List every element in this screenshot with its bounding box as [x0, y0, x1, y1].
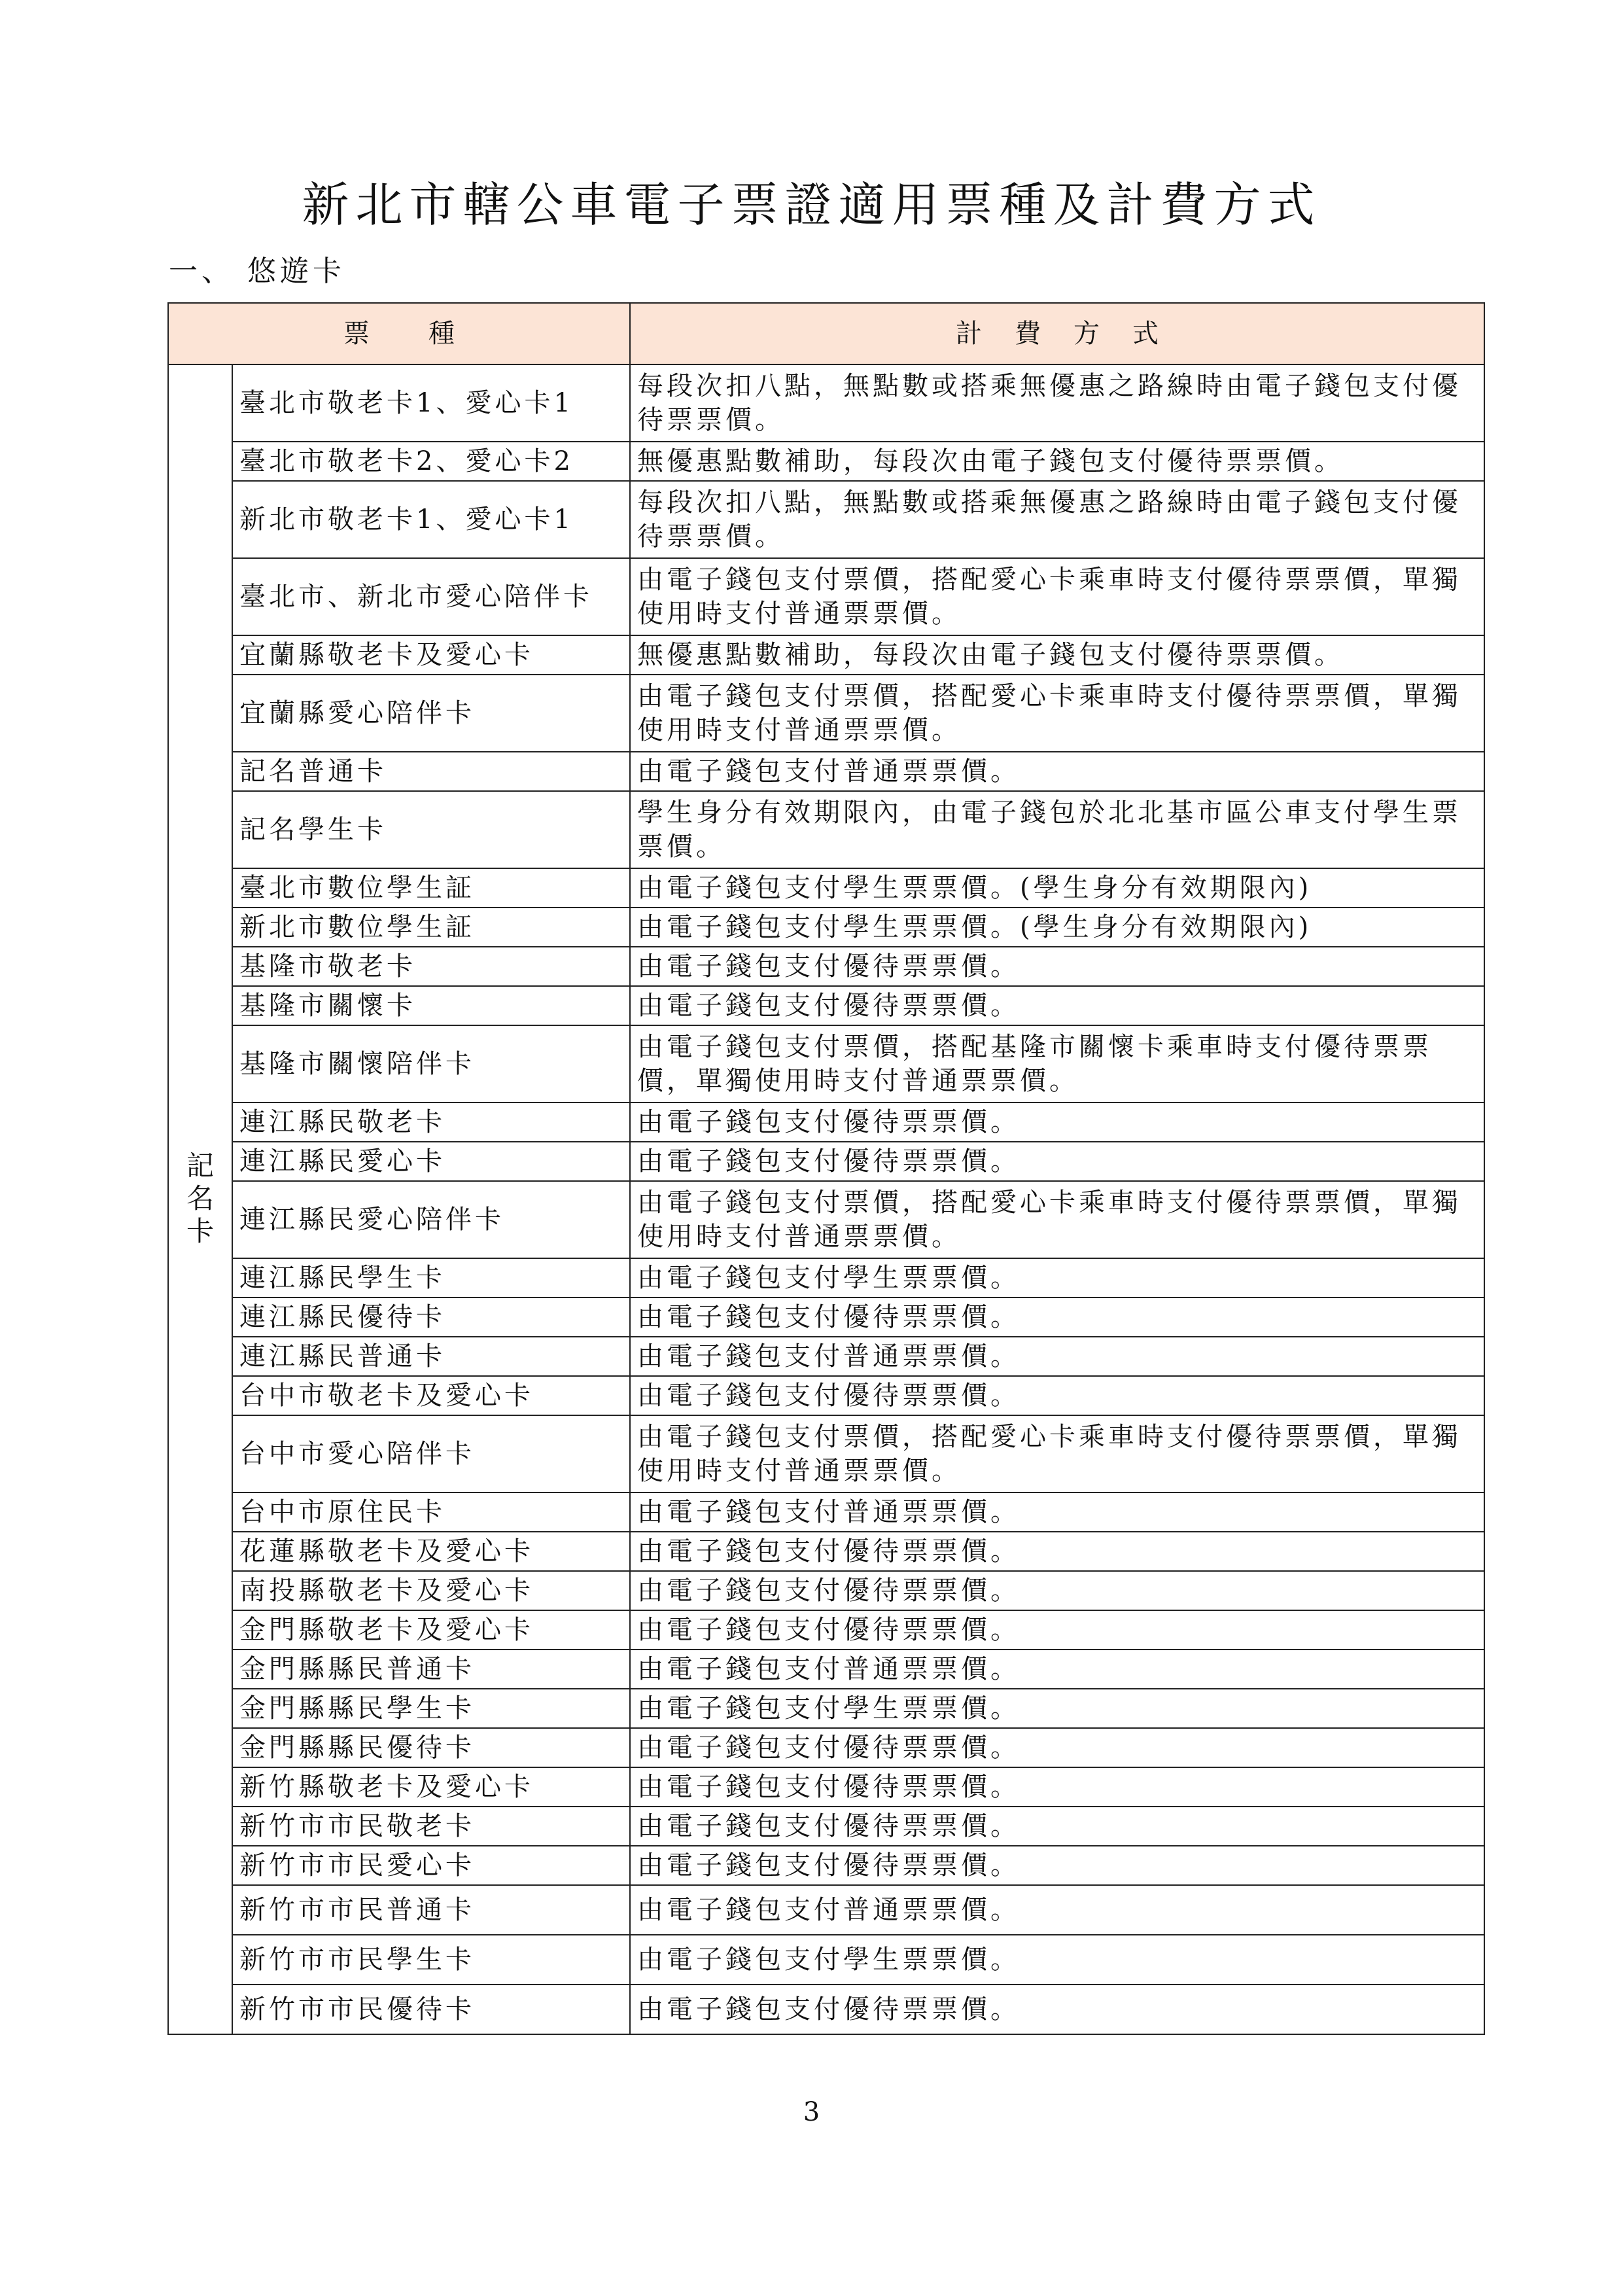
ticket-name-cell: 新竹市市民學生卡 [232, 1935, 630, 1985]
table-row [168, 1650, 1484, 1689]
ticket-name-cell: 連江縣民普通卡 [232, 1337, 630, 1376]
table-row [168, 868, 1484, 908]
fare-method-cell: 學生身分有效期限內，由電子錢包於北北基市區公車支付學生票票價。 [630, 791, 1484, 868]
ticket-name-cell: 連江縣民愛心陪伴卡 [232, 1181, 630, 1258]
ticket-name-cell: 花蓮縣敬老卡及愛心卡 [232, 1532, 630, 1571]
table-row [168, 1885, 1484, 1935]
ticket-name-cell: 新竹市市民敬老卡 [232, 1807, 630, 1846]
fare-method-cell: 由電子錢包支付票價，搭配愛心卡乘車時支付優待票票價，單獨使用時支付普通票票價。 [630, 1415, 1484, 1492]
table-row [168, 1142, 1484, 1181]
table-row [168, 1181, 1484, 1258]
table-row [168, 1689, 1484, 1728]
ticket-name-cell: 連江縣民敬老卡 [232, 1103, 630, 1142]
table-row [168, 1807, 1484, 1846]
fare-method-cell: 由電子錢包支付優待票票價。 [630, 1571, 1484, 1610]
table-row [168, 675, 1484, 752]
fare-method-cell: 由電子錢包支付優待票票價。 [630, 1767, 1484, 1807]
fare-method-cell: 由電子錢包支付學生票票價。(學生身分有效期限內) [630, 908, 1484, 947]
table-row [168, 1103, 1484, 1142]
table-row [168, 1571, 1484, 1610]
fare-method-cell: 無優惠點數補助，每段次由電子錢包支付優待票票價。 [630, 635, 1484, 675]
fare-method-cell: 每段次扣八點，無點數或搭乘無優惠之路線時由電子錢包支付優待票票價。 [630, 481, 1484, 558]
ticket-name-cell: 基隆市敬老卡 [232, 947, 630, 986]
table-row [168, 1846, 1484, 1885]
table-row [168, 1376, 1484, 1415]
ticket-name-cell: 連江縣民愛心卡 [232, 1142, 630, 1181]
header-fare-method: 計費方式 [630, 303, 1484, 364]
fare-method-cell: 由電子錢包支付票價，搭配愛心卡乘車時支付優待票票價，單獨使用時支付普通票票價。 [630, 1181, 1484, 1258]
page-number: 3 [803, 2097, 820, 2127]
table-row [168, 635, 1484, 675]
ticket-name-cell: 連江縣民優待卡 [232, 1298, 630, 1337]
ticket-name-cell: 台中市愛心陪伴卡 [232, 1415, 630, 1492]
table-row [168, 364, 1484, 442]
fare-method-cell: 由電子錢包支付票價，搭配基隆市關懷卡乘車時支付優待票票價，單獨使用時支付普通票票價。 [630, 1025, 1484, 1103]
fare-method-cell: 由電子錢包支付優待票票價。 [630, 1142, 1484, 1181]
fare-method-cell: 由電子錢包支付優待票票價。 [630, 1846, 1484, 1885]
table-row [168, 791, 1484, 868]
fare-method-cell: 由電子錢包支付普通票票價。 [630, 1650, 1484, 1689]
ticket-name-cell: 基隆市關懷陪伴卡 [232, 1025, 630, 1103]
ticket-name-cell: 台中市敬老卡及愛心卡 [232, 1376, 630, 1415]
table-row [168, 1610, 1484, 1650]
table-row [168, 752, 1484, 791]
ticket-name-cell: 台中市原住民卡 [232, 1492, 630, 1532]
fare-method-cell: 由電子錢包支付學生票票價。 [630, 1258, 1484, 1298]
ticket-name-cell: 記名普通卡 [232, 752, 630, 791]
table-row [168, 1935, 1484, 1985]
ticket-name-cell: 新竹市市民愛心卡 [232, 1846, 630, 1885]
ticket-name-cell: 新竹市市民普通卡 [232, 1885, 630, 1935]
fare-method-cell: 每段次扣八點，無點數或搭乘無優惠之路線時由電子錢包支付優待票票價。 [630, 364, 1484, 442]
table-row [168, 1767, 1484, 1807]
ticket-name-cell: 基隆市關懷卡 [232, 986, 630, 1025]
fare-method-cell: 由電子錢包支付學生票票價。(學生身分有效期限內) [630, 868, 1484, 908]
fare-method-cell: 由電子錢包支付普通票票價。 [630, 1492, 1484, 1532]
fare-method-cell: 由電子錢包支付票價，搭配愛心卡乘車時支付優待票票價，單獨使用時支付普通票票價。 [630, 558, 1484, 635]
table-row [168, 558, 1484, 635]
group-label-cell [168, 364, 232, 2034]
fare-method-cell: 由電子錢包支付優待票票價。 [630, 1103, 1484, 1142]
table-row [168, 442, 1484, 481]
ticket-name-cell: 連江縣民學生卡 [232, 1258, 630, 1298]
table-row [168, 481, 1484, 558]
fare-method-cell: 由電子錢包支付優待票票價。 [630, 1807, 1484, 1846]
table-body [168, 364, 1484, 2034]
fare-method-cell: 由電子錢包支付普通票票價。 [630, 1885, 1484, 1935]
table-row [168, 1415, 1484, 1492]
ticket-name-cell: 臺北市敬老卡2、愛心卡2 [232, 442, 630, 481]
ticket-name-cell: 宜蘭縣敬老卡及愛心卡 [232, 635, 630, 675]
ticket-name-cell: 新北市敬老卡1、愛心卡1 [232, 481, 630, 558]
table-header-row [168, 303, 1484, 364]
table-row [168, 1298, 1484, 1337]
section-heading: 一、 悠遊卡 [169, 255, 345, 288]
fare-method-cell: 無優惠點數補助，每段次由電子錢包支付優待票票價。 [630, 442, 1484, 481]
page-title: 新北市轄公車電子票證適用票種及計費方式 [302, 177, 1321, 232]
ticket-name-cell: 新竹縣敬老卡及愛心卡 [232, 1767, 630, 1807]
table-row [168, 1025, 1484, 1103]
ticket-name-cell: 臺北市敬老卡1、愛心卡1 [232, 364, 630, 442]
ticket-name-cell: 南投縣敬老卡及愛心卡 [232, 1571, 630, 1610]
fare-method-cell: 由電子錢包支付優待票票價。 [630, 1728, 1484, 1767]
fare-method-cell: 由電子錢包支付優待票票價。 [630, 1985, 1484, 2034]
group-label: 記名卡 [186, 1150, 214, 1247]
fare-method-cell: 由電子錢包支付學生票票價。 [630, 1689, 1484, 1728]
header-ticket-type: 票種 [168, 303, 630, 364]
table-row [168, 986, 1484, 1025]
table-row [168, 1492, 1484, 1532]
ticket-name-cell: 新北市數位學生証 [232, 908, 630, 947]
table-row [168, 1337, 1484, 1376]
table-row [168, 1258, 1484, 1298]
table-row [168, 1728, 1484, 1767]
ticket-name-cell: 臺北市、新北市愛心陪伴卡 [232, 558, 630, 635]
table-row [168, 1532, 1484, 1571]
fare-method-cell: 由電子錢包支付優待票票價。 [630, 986, 1484, 1025]
fare-method-cell: 由電子錢包支付普通票票價。 [630, 752, 1484, 791]
fare-method-cell: 由電子錢包支付票價，搭配愛心卡乘車時支付優待票票價，單獨使用時支付普通票票價。 [630, 675, 1484, 752]
ticket-name-cell: 金門縣縣民學生卡 [232, 1689, 630, 1728]
fare-method-cell: 由電子錢包支付學生票票價。 [630, 1935, 1484, 1985]
ticket-name-cell: 金門縣敬老卡及愛心卡 [232, 1610, 630, 1650]
table-row [168, 1985, 1484, 2034]
ticket-name-cell: 金門縣縣民普通卡 [232, 1650, 630, 1689]
ticket-name-cell: 金門縣縣民優待卡 [232, 1728, 630, 1767]
fare-table [167, 302, 1485, 2035]
fare-method-cell: 由電子錢包支付優待票票價。 [630, 1532, 1484, 1571]
ticket-name-cell: 新竹市市民優待卡 [232, 1985, 630, 2034]
fare-method-cell: 由電子錢包支付優待票票價。 [630, 947, 1484, 986]
fare-method-cell: 由電子錢包支付優待票票價。 [630, 1376, 1484, 1415]
ticket-name-cell: 記名學生卡 [232, 791, 630, 868]
table-row [168, 947, 1484, 986]
fare-method-cell: 由電子錢包支付優待票票價。 [630, 1298, 1484, 1337]
ticket-name-cell: 宜蘭縣愛心陪伴卡 [232, 675, 630, 752]
ticket-name-cell: 臺北市數位學生証 [232, 868, 630, 908]
table-row [168, 908, 1484, 947]
fare-method-cell: 由電子錢包支付普通票票價。 [630, 1337, 1484, 1376]
fare-method-cell: 由電子錢包支付優待票票價。 [630, 1610, 1484, 1650]
